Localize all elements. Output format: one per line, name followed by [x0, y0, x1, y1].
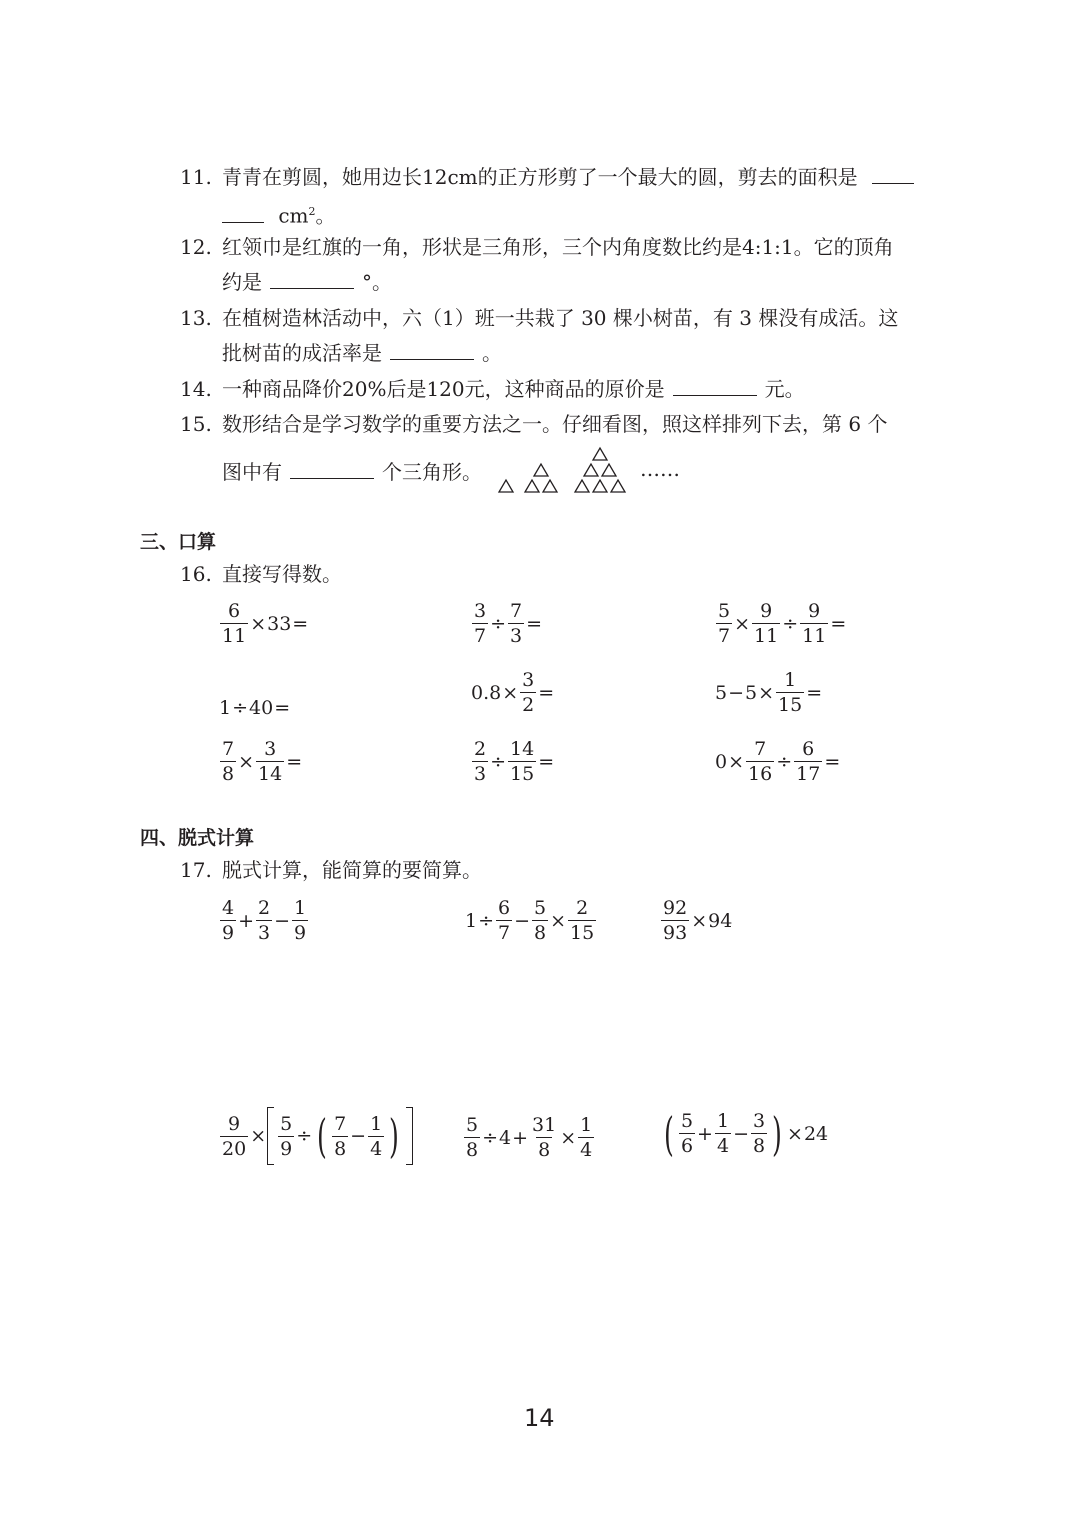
- question-text: 在植树造林活动中，六（1）班一共栽了 30 棵小树苗，有 3 棵没有成活。这: [222, 306, 899, 330]
- triangle-icon: [525, 480, 539, 492]
- question-number: 17.: [180, 858, 212, 882]
- question-13: [180, 306, 898, 330]
- fraction: $\frac{31}{8}$: [532, 1114, 557, 1161]
- fraction: $\frac{1}{4}$: [370, 1112, 383, 1160]
- left-bracket: [267, 1107, 274, 1165]
- fraction: $\frac{7}{3}$: [510, 600, 523, 647]
- triangle-icon: [575, 480, 589, 492]
- fraction: $\frac{7}{8}$: [334, 1112, 347, 1160]
- question-15-line-2: [222, 460, 482, 484]
- answer-blank[interactable]: [673, 377, 757, 396]
- left-parenthesis: (: [317, 1109, 328, 1163]
- triangle-icon: [543, 480, 557, 492]
- question-11-line-2: [222, 200, 336, 228]
- question-text: 图中有: [222, 460, 282, 484]
- question-text: 约是: [222, 270, 262, 294]
- oral-problem-5: 0.8 × $\frac{3}{2}$ =: [471, 669, 555, 716]
- oral-problem-7: $\frac{7}{8}$ × $\frac{3}{14}$ =: [222, 738, 303, 785]
- fraction: $\frac{1}{4}$: [716, 1110, 730, 1157]
- triangle-icon: [602, 464, 616, 476]
- answer-blank[interactable]: [290, 460, 374, 479]
- question-text: 青青在剪圆，她用边长12cm的正方形剪了一个最大的圆，剪去的面积是: [222, 165, 858, 189]
- question-number: 12.: [180, 235, 212, 259]
- step-problem-3: $\frac{92}{93}$ × 94: [663, 897, 733, 944]
- fraction: $\frac{1}{15}$: [778, 669, 803, 716]
- right-bracket: [406, 1107, 413, 1165]
- unit-label: cm: [278, 203, 309, 228]
- question-text: 一种商品降价20%后是120元，这种商品的原价是: [222, 377, 665, 401]
- fraction: $\frac{2}{15}$: [570, 897, 595, 944]
- triangle-pattern-figure: [494, 443, 634, 495]
- oral-problem-8: $\frac{2}{3}$ ÷ $\frac{14}{15}$ =: [474, 738, 555, 785]
- fraction: $\frac{6}{17}$: [796, 738, 821, 785]
- step-problem-5: $\frac{5}{8}$ ÷ 4 + $\frac{31}{8}$ × $\frac{1}{4}$: [466, 1114, 593, 1161]
- oral-problem-6: 5 − 5 × $\frac{1}{15}$ =: [715, 669, 823, 716]
- question-text: 元。: [764, 377, 805, 401]
- fraction: $\frac{14}{15}$: [510, 738, 535, 785]
- answer-blank[interactable]: [872, 165, 914, 184]
- fraction: $\frac{5}{7}$: [718, 600, 731, 647]
- question-15: [180, 412, 887, 436]
- page-number: 14: [524, 1404, 555, 1432]
- sentence-end: 。: [315, 203, 336, 228]
- question-number: 13.: [180, 306, 212, 330]
- oral-problem-3: $\frac{5}{7}$ × $\frac{9}{11}$ ÷ $\frac{9}{11}$ =: [718, 600, 847, 647]
- fraction: $\frac{92}{93}$: [663, 897, 688, 944]
- question-17: [180, 858, 482, 882]
- fraction: $\frac{3}{2}$: [522, 669, 535, 716]
- fraction: $\frac{3}{8}$: [752, 1110, 766, 1157]
- question-12-line-2: [222, 270, 392, 294]
- fraction: $\frac{3}{14}$: [258, 738, 283, 785]
- unit-exponent: 2: [308, 205, 316, 218]
- triangle-icon: [584, 464, 598, 476]
- triangle-icon: [593, 448, 607, 460]
- question-12: [180, 235, 894, 259]
- fraction: $\frac{5}{6}$: [680, 1110, 694, 1157]
- question-text: 数形结合是学习数学的重要方法之一。仔细看图，照这样排列下去，第 6 个: [222, 412, 888, 436]
- fraction: $\frac{5}{8}$: [466, 1114, 479, 1161]
- question-text: 。: [482, 341, 502, 365]
- step-problem-4: $\frac{9}{20}$ × $\frac{5}{9}$ ÷ ( $\frac{7}{8}$ − $\frac{1}{4}$ ): [219, 1107, 413, 1165]
- question-number: 15.: [180, 412, 212, 436]
- fraction: $\frac{5}{8}$: [534, 897, 547, 944]
- fraction: $\frac{7}{16}$: [748, 738, 773, 785]
- fraction: $\frac{2}{3}$: [258, 897, 271, 944]
- oral-problem-2: $\frac{3}{7}$ ÷ $\frac{7}{3}$ =: [474, 600, 543, 647]
- fraction: $\frac{4}{9}$: [222, 897, 235, 944]
- question-11: [180, 165, 922, 189]
- question-13-line-2: [222, 341, 502, 365]
- fraction: $\frac{3}{7}$: [474, 600, 487, 647]
- fraction: $\frac{7}{8}$: [222, 738, 235, 785]
- triangle-icon: [593, 480, 607, 492]
- question-text: 红领巾是红旗的一角，形状是三角形，三个内角度数比约是4:1:1。它的顶角: [222, 235, 894, 259]
- triangle-icon: [611, 480, 625, 492]
- answer-blank[interactable]: [390, 341, 474, 360]
- question-16: [180, 562, 342, 586]
- section-heading-oral-calculation: 三、口算: [140, 531, 217, 553]
- question-text: °。: [362, 270, 392, 294]
- question-number: 14.: [180, 377, 212, 401]
- right-parenthesis: ): [389, 1109, 400, 1163]
- question-number: 16.: [180, 562, 212, 586]
- triangle-icon: [499, 480, 513, 492]
- fraction: $\frac{2}{3}$: [474, 738, 487, 785]
- fraction: $\frac{5}{9}$: [280, 1112, 293, 1160]
- fraction: $\frac{6}{7}$: [498, 897, 511, 944]
- step-problem-2: 1 ÷ $\frac{6}{7}$ − $\frac{5}{8}$ × $\frac{2}{15}$: [465, 897, 595, 944]
- question-text: 个三角形。: [382, 460, 482, 484]
- fraction: $\frac{9}{20}$: [222, 1112, 247, 1160]
- fraction: $\frac{9}{11}$: [754, 600, 779, 647]
- question-text: 直接写得数。: [222, 562, 342, 586]
- step-problem-6: ( $\frac{5}{6}$ + $\frac{1}{4}$ − $\frac{3}{8}$ ) × 24: [664, 1106, 829, 1161]
- answer-blank[interactable]: [270, 270, 354, 289]
- fraction: $\frac{6}{11}$: [222, 600, 247, 647]
- question-text: 脱式计算，能简算的要简算。: [222, 858, 482, 882]
- question-number: 11.: [180, 165, 212, 189]
- left-parenthesis: (: [664, 1106, 674, 1161]
- right-parenthesis: ): [772, 1106, 782, 1161]
- fraction: $\frac{9}{11}$: [802, 600, 827, 647]
- question-14: [180, 377, 805, 401]
- fraction: $\frac{1}{4}$: [580, 1114, 593, 1161]
- section-heading-step-calculation: 四、脱式计算: [140, 827, 255, 849]
- fraction: $\frac{1}{9}$: [294, 897, 307, 944]
- ellipsis: ……: [640, 457, 680, 481]
- triangle-icon: [534, 464, 548, 476]
- oral-problem-4: 1 ÷ 40 =: [219, 697, 291, 719]
- oral-problem-9: 0 × $\frac{7}{16}$ ÷ $\frac{6}{17}$ =: [715, 738, 841, 785]
- question-text: 批树苗的成活率是: [222, 341, 382, 365]
- step-problem-1: $\frac{4}{9}$ + $\frac{2}{3}$ − $\frac{1}{9}$: [222, 897, 307, 944]
- answer-blank[interactable]: [222, 204, 264, 223]
- oral-problem-1: $\frac{6}{11}$ × 33 =: [222, 600, 309, 647]
